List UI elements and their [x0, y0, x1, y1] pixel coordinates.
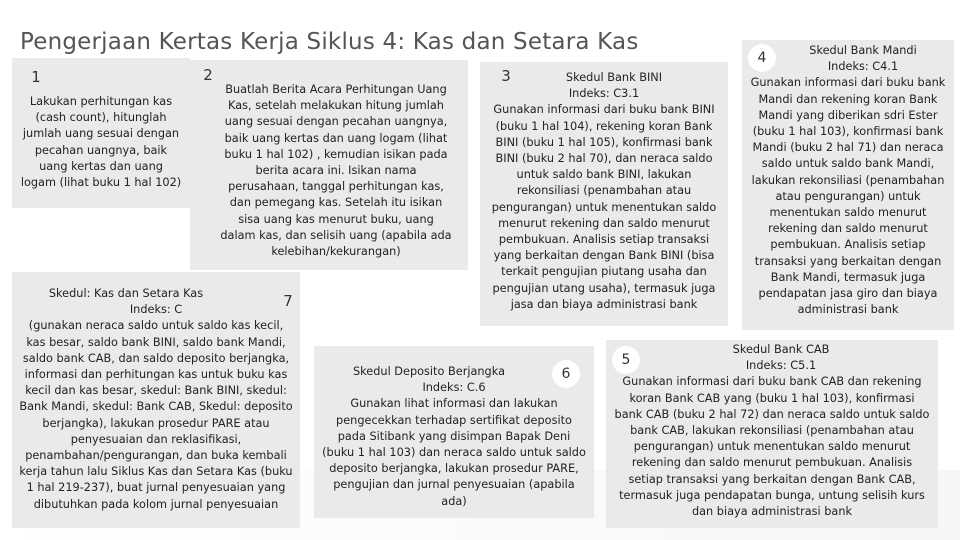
step-2-text: Buatlah Berita Acara Perhitungan Uang Kas, setelah melakukan hitung jumlah uang sesuai dengan pecahan uangnya, baik uang kertas dan uang logam (lihat buku 1 hal 102) , kemudian isikan pada berita acara ini. Isikan nama perusahaan, tanggal perhitungan kas, dan pemegang kas. Setelah itu isikan sisa uang kas menurut buku, uang dalam kas, dan selisih uang (apabila ada kelebihan/kekurangan) — [220, 83, 452, 259]
step-7-index: Indeks: C — [129, 303, 183, 317]
step-1-number: 1 — [31, 68, 41, 86]
step-3-heading: Skedul Bank BINI — [565, 71, 663, 84]
step-4-box — [742, 40, 954, 330]
step-3-index: Indeks: C3.1 — [568, 87, 640, 101]
step-3-number: 3 — [501, 67, 511, 85]
step-5-number: 5 — [612, 346, 640, 374]
step-4-index: Indeks: C4.1 — [827, 60, 899, 74]
step-7-box — [12, 272, 300, 528]
step-6-index: Indeks: C.6 — [422, 381, 486, 395]
step-4-heading: Skedul Bank Mandi — [809, 44, 917, 57]
step-7-number: 7 — [283, 292, 293, 310]
step-7-text: (gunakan neraca saldo untuk saldo kas kecil, kas besar, saldo bank BINI, saldo bank Mandi, saldo bank CAB, dan saldo deposito berjangka, informasi dan perhitungan kas untuk buku kas kecil dan kas besar, skedul: Bank BINI, skedul: Bank Mandi, skedul: Bank CAB, Skedul: deposito berjangka), lakukan prosedur PARE atau penyesuaian dan reklasifikasi, penambahan/pengurangan, dan buka kembali kerja tahun lalu Siklus Kas dan Setara Kas (buku 1 hal 219-237), buat jurnal penyesuaian yang dibutuhkan pada kolom jurnal penyesuaian — [19, 319, 293, 511]
step-5-text: Gunakan informasi dari buku bank CAB dan rekening koran Bank CAB yang (buku 1 hal 103), konfirmasi bank CAB (buku 2 hal 72) dan neraca saldo untuk saldo bank CAB, lakukan rekonsiliasi (penambahan atau pengurangan) untuk menentukan saldo menurut rekening dan saldo menurut pembukuan. Analisis setiap transaksi yang berkaitan dengan Bank CAB, termasuk juga pendapatan bunga, untung selisih kurs dan biaya administrasi bank — [614, 375, 930, 519]
page-title: Pengerjaan Kertas Kerja Siklus 4: Kas dan Setara Kas — [20, 29, 639, 56]
step-7-heading: Skedul: Kas dan Setara Kas — [48, 287, 204, 300]
step-6-text: Gunakan lihat informasi dan lakukan pengecekkan terhadap sertifikat deposito pada Sitibank yang disimpan Bapak Deni (buku 1 hal 103) dan neraca saldo untuk saldo deposito berjangka, lakukan prosedur PARE, pengujian dan jurnal penyesuaian (apabila ada) — [322, 397, 586, 508]
step-5-heading: Skedul Bank CAB — [732, 343, 830, 356]
step-4-text: Gunakan informasi dari buku bank Mandi dan rekening koran Bank Mandi yang diberikan sdri Ester (buku 1 hal 103), konfirmasi bank Mandi (buku 2 hal 71) dan neraca saldo untuk saldo bank Mandi, lakukan rekonsiliasi (penambahan atau pengurangan) untuk menentukan saldo menurut rekening dan saldo menurut pembukuan. Analisis setiap transaksi yang berkaitan dengan Bank Mandi, termasuk juga pendapatan jasa giro dan biaya administrasi bank — [750, 76, 946, 317]
step-6-number: 6 — [552, 360, 580, 388]
step-1-text: Lakukan perhitungan kas (cash count), hitunglah jumlah uang sesuai dengan pecahan uangnya, baik uang kertas dan uang logam (lihat buku 1 hal 102) — [20, 95, 182, 190]
step-5-box — [606, 340, 938, 528]
step-2-number: 2 — [203, 66, 213, 84]
step-3-text: Gunakan informasi dari buku bank BINI (buku 1 hal 104), rekening koran Bank BINI (buku 1 hal 105), konfirmasi bank BINI (buku 2 hal 70), dan neraca saldo untuk saldo bank BINI, lakukan rekonsiliasi (penambahan atau pengurangan) untuk menentukan saldo menurut rekening dan saldo menurut pembukuan. Analisis setiap transaksi yang berkaitan dengan Bank BINI (bisa terkait pengujian piutang usaha dan pengujian utang usaha), termasuk juga jasa dan biaya administrasi bank — [491, 103, 717, 311]
step-4-number: 4 — [748, 44, 776, 72]
step-5-index: Indeks: C5.1 — [745, 359, 817, 373]
step-2-box — [190, 60, 468, 270]
step-3-box — [480, 62, 728, 326]
step-6-heading: Skedul Deposito Berjangka — [352, 365, 505, 378]
